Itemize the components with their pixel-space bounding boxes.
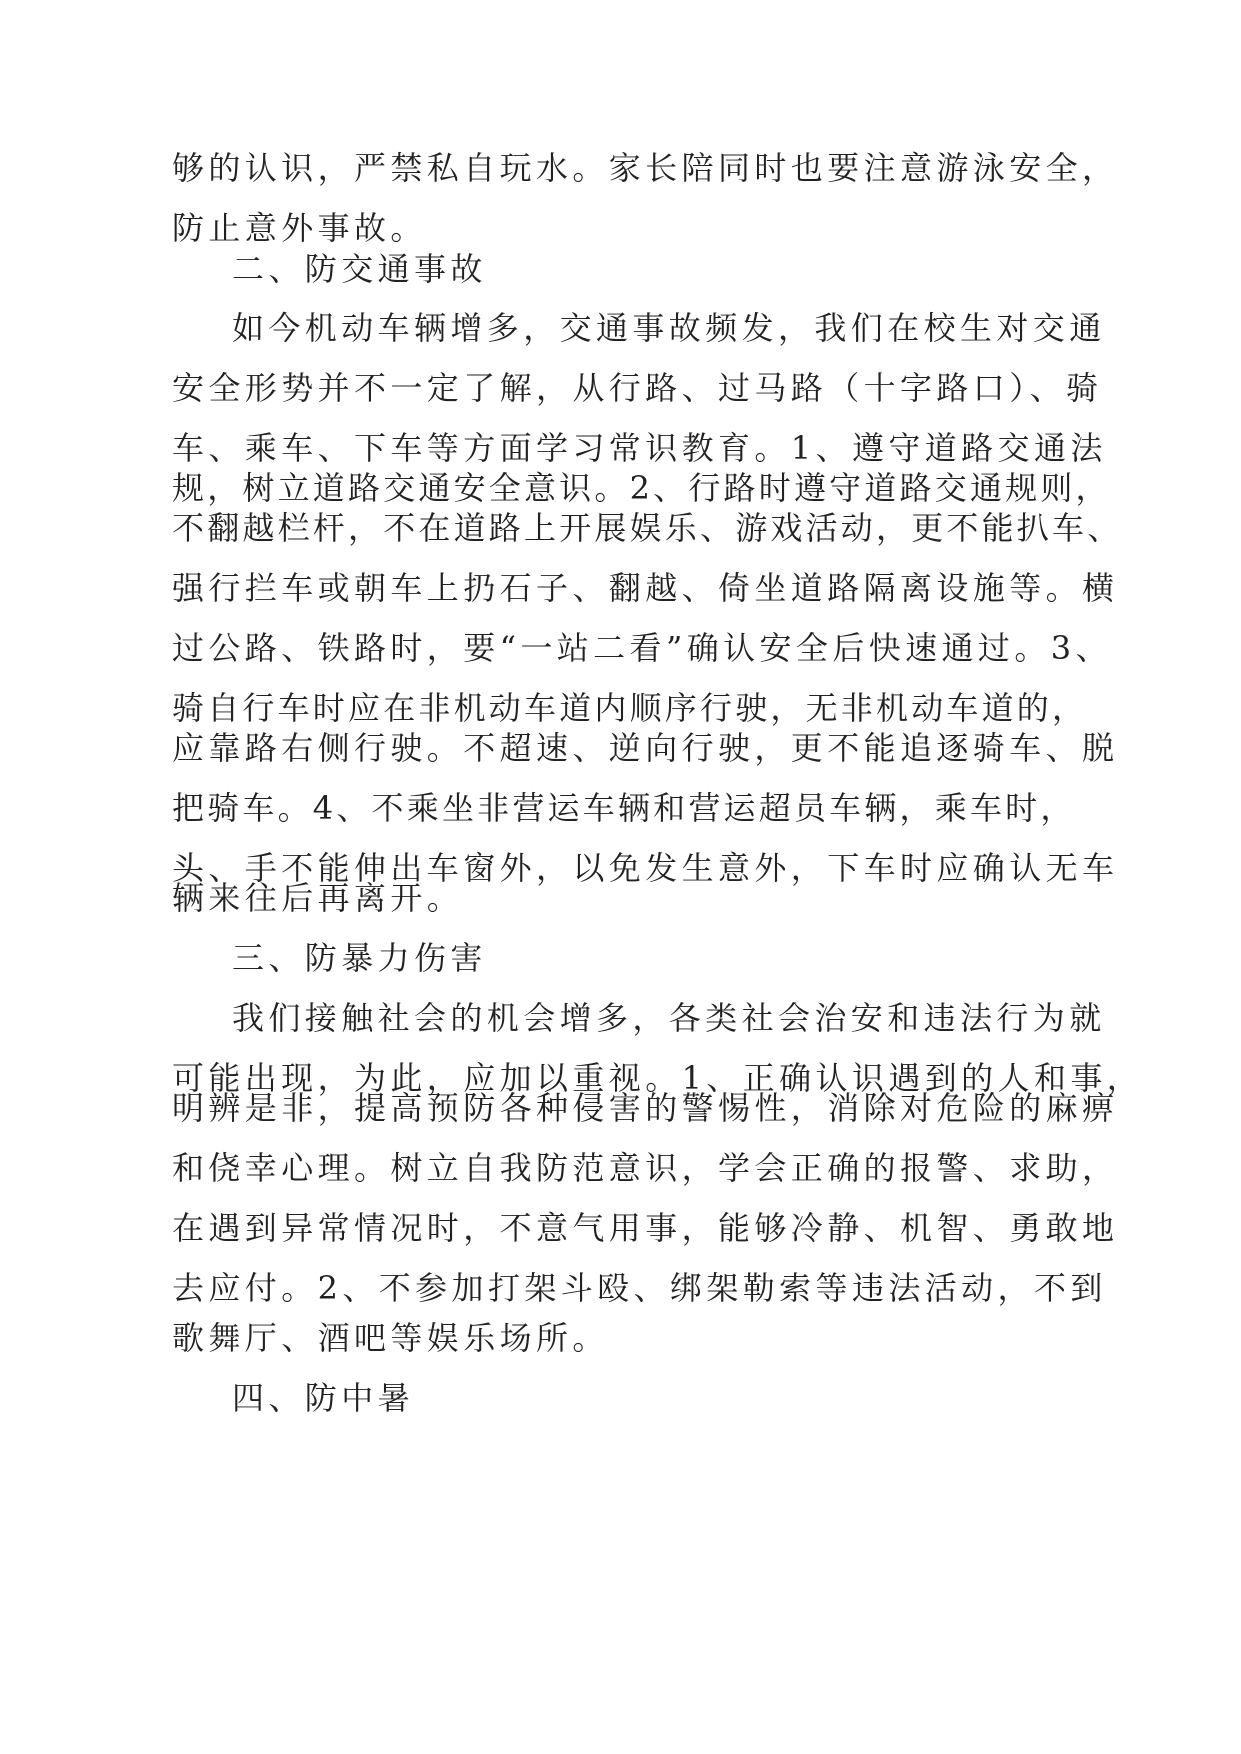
text-line: 头、手不能伸出车窗外，以免发生意外，下车时应确认无车 [172,849,1119,887]
text-line: 把骑车。4、不乘坐非营运车辆和营运超员车辆，乘车时， [172,789,1076,827]
text-line: 过公路、铁路时，要“一站二看”确认安全后快速通过。3、 [172,629,1112,667]
text-line: 规，树立道路交通安全意识。2、行路时遵守道路交通规则， [172,469,1111,507]
section-heading-heatstroke: 四、防中暑 [232,1379,415,1417]
text-line: 辆来往后再离开。 [172,879,464,917]
text-line: 防止意外事故。 [172,209,427,247]
text-line: 我们接触社会的机会增多，各类社会治安和违法行为就 [232,999,1106,1037]
text-line: 安全形势并不一定了解，从行路、过马路（十字路口）、骑 [172,369,1103,407]
text-line: 和侥幸心理。树立自我防范意识，学会正确的报警、求助， [172,1149,1119,1187]
text-line: 应靠路右侧行驶。不超速、逆向行驶，更不能追逐骑车、脱 [172,729,1119,767]
text-line: 如今机动车辆增多，交通事故频发，我们在校生对交通 [232,309,1106,347]
text-line: 明辨是非，提高预防各种侵害的警惕性，消除对危险的麻痹 [172,1089,1119,1127]
text-line: 去应付。2、不参加打架斗殴、绑架勒索等违法活动，不到 [172,1269,1107,1307]
text-line: 骑自行车时应在非机动车道内顺序行驶，无非机动车道的， [172,689,1088,727]
text-line: 够的认识，严禁私自玩水。家长陪同时也要注意游泳安全， [172,149,1119,187]
text-line: 不翻越栏杆，不在道路上开展娱乐、游戏活动，更不能扒车、 [172,509,1123,547]
text-line: 车、乘车、下车等方面学习常识教育。1、遵守道路交通法 [172,429,1107,467]
text-line: 在遇到异常情况时，不意气用事，能够冷静、机智、勇敢地 [172,1209,1119,1247]
text-line: 强行拦车或朝车上扔石子、翻越、倚坐道路隔离设施等。横 [172,569,1119,607]
section-heading-traffic: 二、防交通事故 [232,250,487,288]
section-heading-violence: 三、防暴力伤害 [232,939,487,977]
text-line: 歌舞厅、酒吧等娱乐场所。 [172,1319,609,1357]
text-line: 可能出现，为此，应加以重视。1、正确认识遇到的人和事， [172,1059,1144,1097]
